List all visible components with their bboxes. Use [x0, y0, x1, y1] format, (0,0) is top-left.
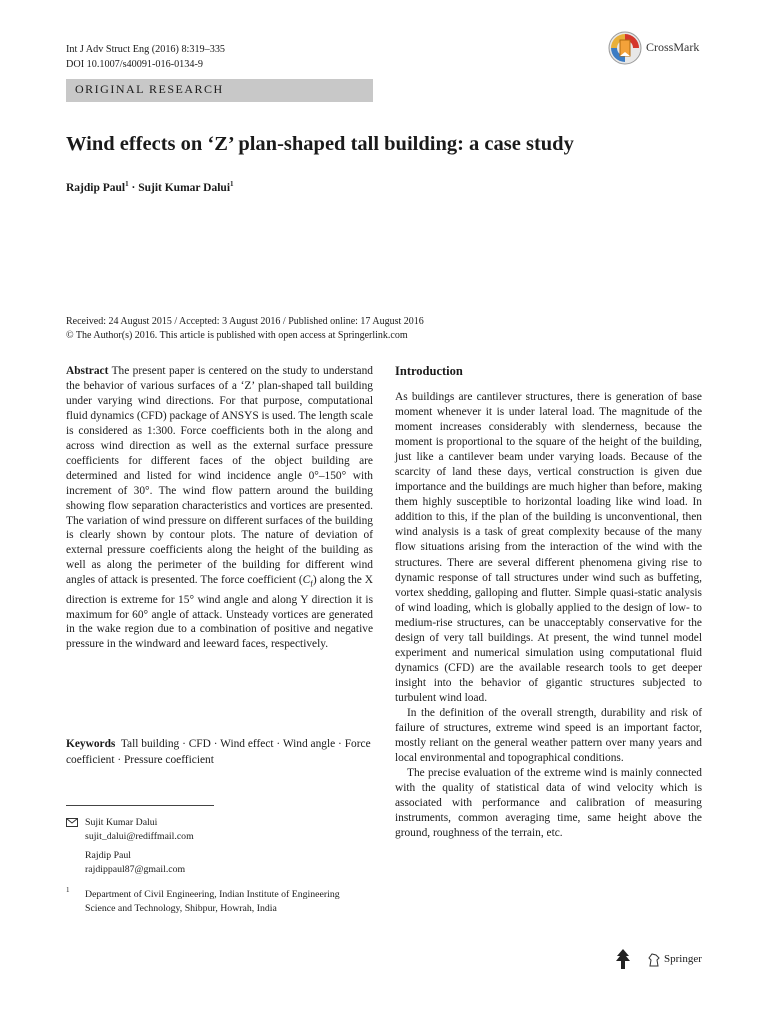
- envelope-icon: [66, 816, 80, 832]
- author-affiliation-mark: 1: [125, 180, 129, 188]
- corresponding-author-name: Sujit Kumar Dalui: [85, 817, 158, 828]
- introduction-paragraph: In the definition of the overall strength, durability and risk of failure of structures, extreme wind speed is an important factor, mostly reliant on the general weather pattern over many years and local environmental and topographical conditions.: [395, 706, 702, 765]
- affiliation-number: 1: [66, 886, 70, 894]
- crossmark-label: CrossMark: [646, 40, 700, 54]
- corresponding-author: [85, 816, 365, 843]
- introduction-paragraph: As buildings are cantilever structures, there is generation of base moment whenever it is under lateral load. The magnitude of the moment increases considerably with slenderness, because the moment is proportional to the square of the height of the building, just like a cantilever beam under varying loads. Because of the scarcity of land these days, vertical construction is given due importance and the buildings are much higher than before, making them highly susceptible to horizontal loading like wind load. In addition to this, if the plan of the building is unconventional, then wind analysis is a task of great complexity because of the many flow situations arising from the interaction of the wind with the structures. There are several different phenomena giving rise to dynamic response of tall structures under wind such as buffeting, vortex shedding, galloping and flutter. Simple quasi-static analysis of wind loading, which is globally applied to the design of low- to medium-rise structures, can be unacceptably conservative for the design of very tall buildings. At present, the wind tunnel model experiment and numerical simulation using computational fluid dynamics (CFD) are the available research tools to get deeper insight into the behavior of gigantic structures subjected to turbulent wind load.: [395, 391, 702, 704]
- journal-citation: Int J Adv Struct Eng (2016) 8:319–335: [66, 44, 226, 55]
- history-dates: Received: 24 August 2015 / Accepted: 3 August 2016 / Published online: 17 August 2016: [66, 316, 424, 327]
- keywords-list: Tall building · CFD · Wind effect · Wind angle · Force coefficient · Pressure coefficient: [66, 738, 371, 766]
- journal-header: [66, 42, 225, 72]
- corresponding-author-email[interactable]: sujit_dalui@rediffmail.com: [85, 830, 194, 842]
- abstract-text-part-2: ) along the X direction is extreme for 15° wind angle and along Y direction it is maximum for 60° angle of attack. Unsteady vortices are generated in the wake region due to a combination of positive and negative pressure in the windward and leeward faces, respectively.: [66, 574, 373, 651]
- introduction-body: [395, 390, 702, 841]
- springer-wordmark: Springer: [664, 953, 702, 965]
- crossmark-badge[interactable]: [608, 31, 718, 67]
- footnote-divider: [66, 805, 214, 806]
- abstract-text-part-1: The present paper is centered on the study to understand the behavior of various surfaces of a ‘Z’ plan-shaped tall building under varying wind directions. For that purpose, computational fluid dynamics (CFD) package of ANSYS is used. The length scale is considered as 1:300. Force coefficients both in the along and across wind direction as well as the external surface pressure coefficients for different faces of the object building are determined and listed for wind incidence angle 0°–150° with increment of 30°. The wind flow pattern around the building showing flow separation characteristics and vortices are presented. The variation of wind pressure on different surfaces of the building is clearly shown by contour plots. The nature of deviation of external pressure coefficients along the height of the building as well as along the perimeter of the building for different wind angles of attack is presented. The force coefficient (: [66, 365, 373, 587]
- keywords-label: Keywords: [66, 738, 116, 750]
- article-type-banner: [66, 79, 373, 102]
- abstract-label: Abstract: [66, 365, 109, 377]
- article-type-label: ORIGINAL RESEARCH: [75, 82, 224, 96]
- copyright-notice: © The Author(s) 2016. This article is published with open access at Springerlink.com: [66, 329, 408, 341]
- force-coefficient-symbol: C: [302, 574, 311, 587]
- journal-doi: DOI 10.1007/s40091-016-0134-9: [66, 59, 203, 70]
- second-author-name: Rajdip Paul: [85, 850, 131, 861]
- article-dates: [66, 315, 424, 342]
- second-author-email[interactable]: rajdippaul87@gmail.com: [85, 863, 186, 875]
- second-author-contact: [85, 849, 365, 876]
- introduction-paragraph: The precise evaluation of the extreme wind is mainly connected with the quality of statistical data of wind velocity which is associated with performance and calibration of measuring instruments, common averaging time, same height above the ground, roughness of the terrain, etc.: [395, 767, 702, 840]
- affiliation-text: Department of Civil Engineering, Indian Institute of Engineering Science and Technology, Shibpur, Howrah, India: [85, 889, 340, 914]
- author-separator: ·: [128, 181, 139, 194]
- author-affiliation-mark: 1: [230, 180, 234, 188]
- author-name[interactable]: Sujit Kumar Dalui: [138, 181, 231, 194]
- springer-horse-icon: [648, 953, 660, 967]
- springer-tree-icon: [614, 948, 632, 970]
- author-list: [66, 180, 234, 194]
- introduction-heading: Introduction: [395, 364, 463, 378]
- keywords: [66, 737, 373, 768]
- article-title: Wind effects on ‘Z’ plan-shaped tall building: a case study: [66, 133, 574, 155]
- force-coefficient-subscript: f: [310, 579, 313, 589]
- crossmark-icon: [608, 31, 642, 65]
- author-name[interactable]: Rajdip Paul: [66, 181, 126, 194]
- abstract: [66, 364, 373, 652]
- springer-logo[interactable]: [614, 944, 714, 974]
